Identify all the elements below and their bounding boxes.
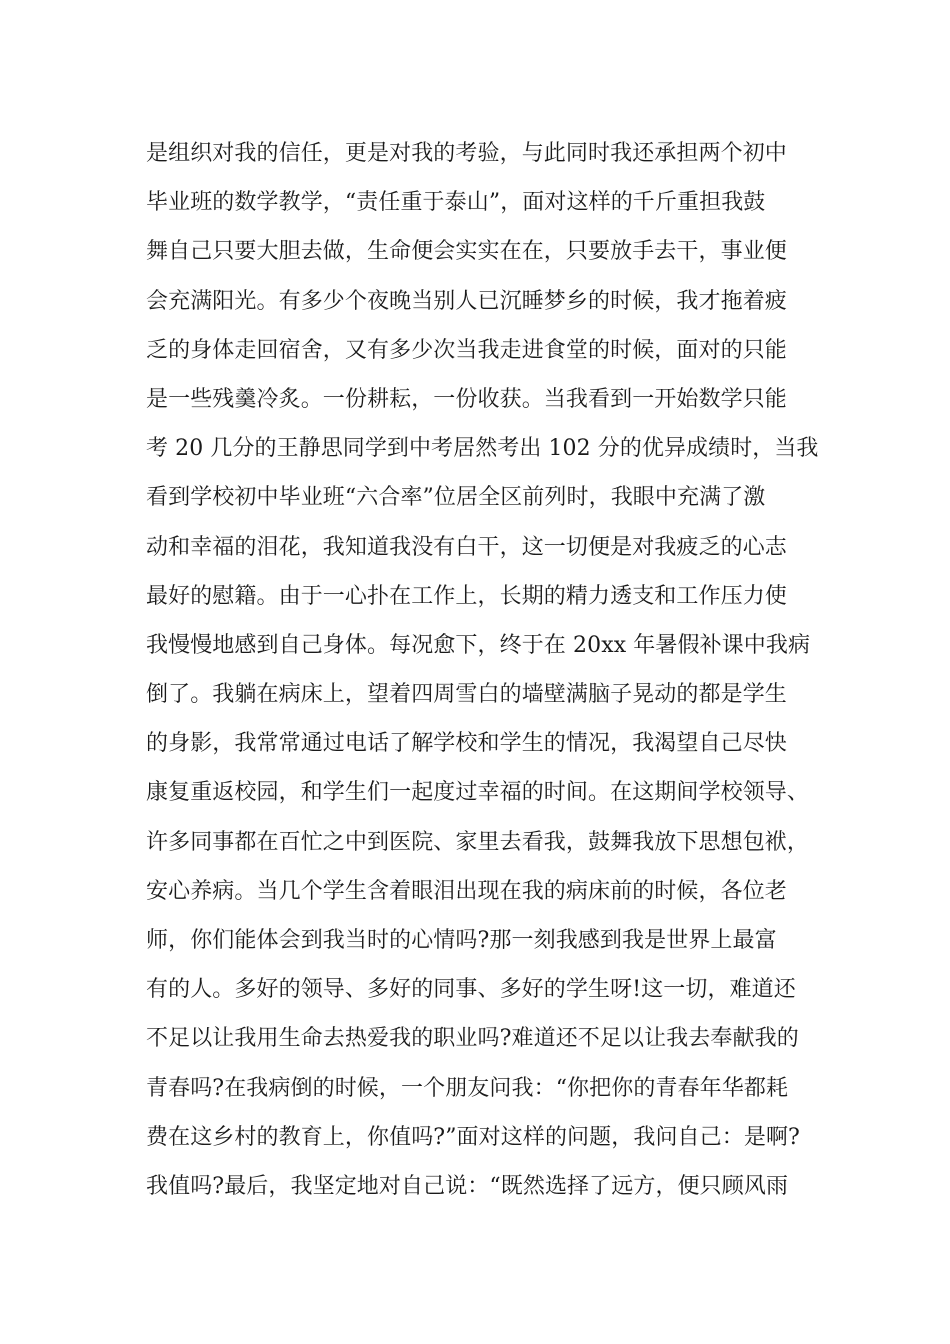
text-line: 我慢慢地感到自己身体。每况愈下，终于在 20xx 年暑假补课中我病 bbox=[146, 632, 811, 658]
text-line: 看到学校初中毕业班“六合率”位居全区前列时，我眼中充满了激 bbox=[146, 485, 766, 511]
text-line: 费在这乡村的教育上，你值吗?”面对这样的问题，我问自己：是啊? bbox=[146, 1124, 800, 1150]
text-line: 的身影，我常常通过电话了解学校和学生的情况，我渴望自己尽快 bbox=[146, 731, 787, 757]
text-line: 乏的身体走回宿舍，又有多少次当我走进食堂的时候，面对的只能 bbox=[146, 337, 787, 363]
text-line: 最好的慰籍。由于一心扑在工作上，长期的精力透支和工作压力使 bbox=[146, 583, 787, 609]
text-line: 考 20 几分的王静思同学到中考居然考出 102 分的优异成绩时，当我 bbox=[146, 436, 819, 462]
text-line: 安心养病。当几个学生含着眼泪出现在我的病床前的时候，各位老 bbox=[146, 878, 787, 904]
body-text bbox=[146, 129, 819, 1211]
text-line: 是一些残羹冷炙。一份耕耘，一份收获。当我看到一开始数学只能 bbox=[146, 386, 787, 412]
text-line: 会充满阳光。有多少个夜晚当别人已沉睡梦乡的时候，我才拖着疲 bbox=[146, 288, 787, 314]
text-line: 许多同事都在百忙之中到医院、家里去看我，鼓舞我放下思想包袱， bbox=[146, 829, 810, 855]
text-line: 师，你们能体会到我当时的心情吗?那一刻我感到我是世界上最富 bbox=[146, 928, 777, 953]
text-line: 毕业班的数学教学，“责任重于泰山”，面对这样的千斤重担我鼓 bbox=[146, 190, 766, 216]
text-line: 有的人。多好的领导、多好的同事、多好的学生呀!这一切，难道还 bbox=[146, 977, 796, 1003]
text-line: 康复重返校园，和学生们一起度过幸福的时间。在这期间学校领导、 bbox=[146, 780, 810, 806]
text-line: 动和幸福的泪花，我知道我没有白干，这一切便是对我疲乏的心志 bbox=[146, 534, 787, 560]
text-line: 青春吗?在我病倒的时候，一个朋友问我：“你把你的青春年华都耗 bbox=[146, 1075, 789, 1101]
text-line: 是组织对我的信任，更是对我的考验，与此同时我还承担两个初中 bbox=[146, 141, 787, 166]
text-line: 舞自己只要大胆去做，生命便会实实在在，只要放手去干，事业便 bbox=[146, 239, 787, 265]
text-line: 不足以让我用生命去热爱我的职业吗?难道还不足以让我去奉献我的 bbox=[146, 1026, 799, 1052]
text-line: 我值吗?最后，我坚定地对自己说：“既然选择了远方，便只顾风雨 bbox=[146, 1173, 789, 1199]
text-line: 倒了。我躺在病床上，望着四周雪白的墙壁满脑子晃动的都是学生 bbox=[146, 682, 787, 708]
